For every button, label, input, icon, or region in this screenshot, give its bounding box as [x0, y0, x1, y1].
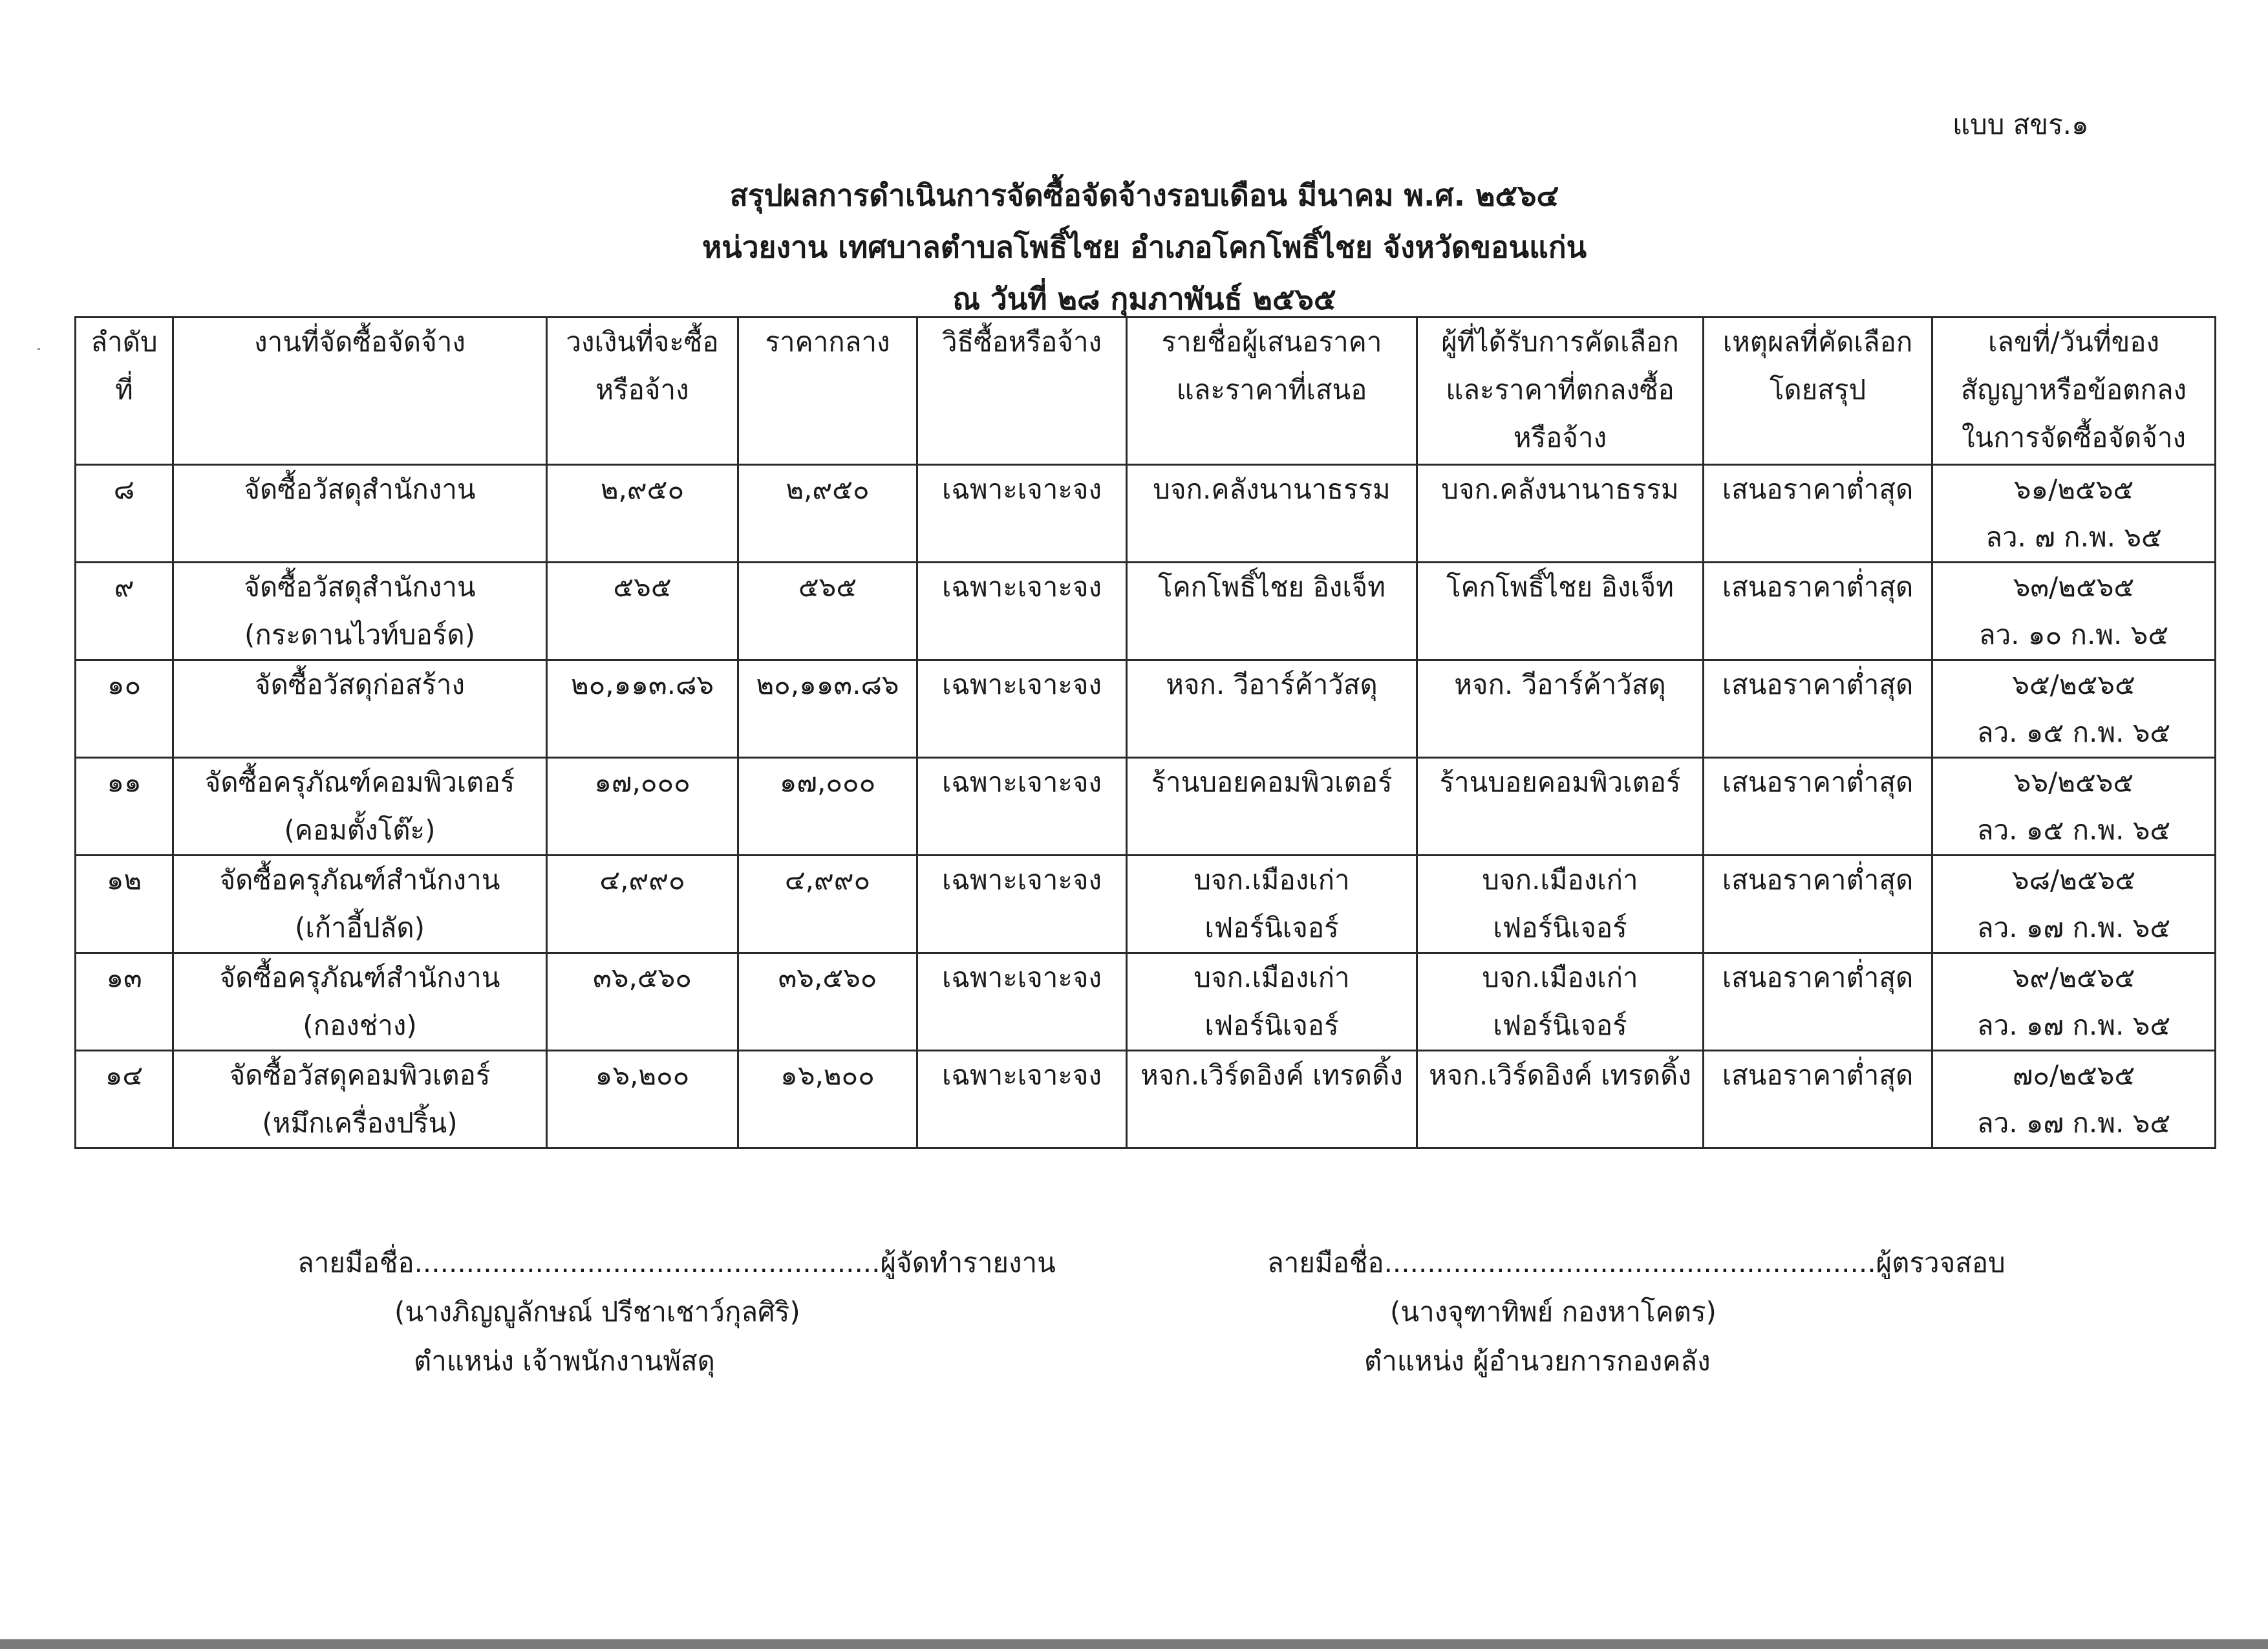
contract-number: ๖๖/๒๕๖๕: [2013, 766, 2134, 798]
procurement-method-text: เฉพาะเจาะจง: [941, 571, 1102, 603]
contract-date: ลว. ๑๗ ก.พ. ๖๕: [1976, 1107, 2171, 1139]
header-date: ณ วันที่ ๒๘ กุมภาพันธ์ ๒๕๖๕: [952, 281, 1336, 316]
median-price: [738, 1051, 917, 1148]
document-header: [0, 169, 2268, 325]
procurement-method: [917, 758, 1127, 856]
signer-name: (นางภิญญูลักษณ์ ปรีชาเชาว์กุลศิริ): [394, 1296, 800, 1328]
selected-vendor-text: หจก.เวิร์ดอิงค์ เทรดดิ้ง: [1429, 1059, 1691, 1091]
col-reason-header: [1704, 318, 1932, 465]
procurement-method-text: เฉพาะเจาะจง: [941, 669, 1102, 700]
signer-name: (นางจุฑาทิพย์ กองหาโคตร): [1390, 1296, 1717, 1328]
budget-amount: [547, 1051, 738, 1148]
selection-reason: [1704, 563, 1932, 660]
selection-reason-text: เสนอราคาต่ำสุด: [1722, 473, 1914, 505]
bidder-name: [1127, 1051, 1417, 1148]
table-row: [76, 953, 2216, 1051]
bidder-name: [1127, 856, 1417, 953]
col-work-header: [173, 318, 547, 465]
procurement-method-text: เฉพาะเจาะจง: [941, 1059, 1102, 1091]
budget-amount: [547, 563, 738, 660]
procurement-method: [917, 465, 1127, 563]
col-budget-header: [547, 318, 738, 465]
budget-amount-text: ๓๖,๕๖๐: [593, 962, 692, 993]
median-price: [738, 758, 917, 856]
selected-vendor-text: เฟอร์นิเจอร์: [1493, 1009, 1627, 1041]
median-price: [738, 465, 917, 563]
contract-reference: [1932, 758, 2216, 856]
selected-vendor-text: บจก.คลังนานาธรรม: [1441, 473, 1679, 505]
work-item-text: จัดซื้อครุภัณฑ์คอมพิวเตอร์: [204, 766, 515, 798]
selected-vendor: [1417, 465, 1704, 563]
scan-mark: [37, 348, 40, 350]
header-text: โดยสรุป: [1769, 374, 1867, 405]
median-price: [738, 563, 917, 660]
selected-vendor-text: เฟอร์นิเจอร์: [1493, 912, 1627, 943]
median-price: [738, 953, 917, 1051]
table-row: [76, 465, 2216, 563]
header-text: เลขที่/วันที่ของ: [1987, 326, 2160, 358]
budget-amount: [547, 660, 738, 758]
work-item: [173, 1051, 547, 1148]
selected-vendor-text: หจก. วีอาร์ค้าวัสดุ: [1454, 669, 1666, 700]
selection-reason-text: เสนอราคาต่ำสุด: [1722, 962, 1914, 993]
header-text: ผู้ที่ได้รับการคัดเลือก: [1441, 326, 1679, 358]
contract-reference: [1932, 1051, 2216, 1148]
budget-amount: [547, 953, 738, 1051]
budget-amount-text: ๕๖๕: [613, 571, 672, 603]
signature-block-reviewer: [1267, 1238, 2006, 1386]
bidder-name: [1127, 465, 1417, 563]
selection-reason: [1704, 1051, 1932, 1148]
contract-date: ลว. ๑๗ ก.พ. ๖๕: [1976, 1009, 2171, 1041]
header-text: หรือจ้าง: [595, 374, 689, 405]
contract-number: ๗๐/๒๕๖๕: [2012, 1059, 2135, 1091]
work-item: [173, 465, 547, 563]
row-number-text: ๑๔: [105, 1059, 144, 1091]
selected-vendor-text: ร้านบอยคอมพิวเตอร์: [1439, 766, 1681, 798]
median-price-text: ๑๖,๒๐๐: [780, 1059, 875, 1091]
bidder-name-text: บจก.คลังนานาธรรม: [1153, 473, 1391, 505]
header-text: หรือจ้าง: [1513, 422, 1607, 453]
procurement-method: [917, 953, 1127, 1051]
table-row: [76, 660, 2216, 758]
row-number-text: ๑๑: [107, 766, 142, 798]
row-number: [76, 758, 173, 856]
row-number: [76, 563, 173, 660]
signer-position: ตำแหน่ง ผู้อำนวยการกองคลัง: [1364, 1345, 1711, 1377]
median-price-text: ๒๐,๑๑๓.๘๖: [756, 669, 899, 700]
bidder-name-text: หจก.เวิร์ดอิงค์ เทรดดิ้ง: [1140, 1059, 1403, 1091]
header-title: สรุปผลการดำเนินการจัดซื้อจัดจ้างรอบเดือน มีนาคม พ.ศ. ๒๕๖๔: [729, 178, 1559, 213]
col-bidders-header: [1127, 318, 1417, 465]
procurement-table: [74, 316, 2216, 1149]
procurement-method-text: เฉพาะเจาะจง: [941, 864, 1102, 896]
contract-number: ๖๕/๒๕๖๕: [2012, 669, 2135, 700]
selected-vendor: [1417, 1051, 1704, 1148]
selected-vendor: [1417, 953, 1704, 1051]
work-item: [173, 563, 547, 660]
selection-reason-text: เสนอราคาต่ำสุด: [1722, 1059, 1914, 1091]
contract-number: ๖๓/๒๕๖๕: [2013, 571, 2135, 603]
selected-vendor: [1417, 563, 1704, 660]
work-item-text: จัดซื้อวัสดุสำนักงาน: [244, 571, 476, 603]
signature-line: ลายมือชื่อ......................................................ผู้จัดทำรายงาน: [297, 1247, 1056, 1278]
selected-vendor-text: บจก.เมืองเก่า: [1482, 962, 1638, 993]
header-text: และราคาที่เสนอ: [1176, 374, 1367, 405]
contract-number: ๖๘/๒๕๖๕: [2011, 864, 2136, 896]
procurement-method-text: เฉพาะเจาะจง: [941, 473, 1102, 505]
bidder-name-text: เฟอร์นิเจอร์: [1204, 912, 1339, 943]
header-text: เหตุผลที่คัดเลือก: [1722, 326, 1913, 358]
col-method-header: [917, 318, 1127, 465]
selected-vendor-text: บจก.เมืองเก่า: [1482, 864, 1638, 896]
work-item: [173, 856, 547, 953]
work-item-text: (กระดานไวท์บอร์ด): [244, 619, 475, 651]
selected-vendor: [1417, 758, 1704, 856]
selection-reason: [1704, 953, 1932, 1051]
header-text: รายชื่อผู้เสนอราคา: [1161, 326, 1382, 358]
contract-reference: [1932, 856, 2216, 953]
col-selected-header: [1417, 318, 1704, 465]
budget-amount: [547, 758, 738, 856]
signature-line: ลายมือชื่อ.........................................................ผู้ตรวจสอบ: [1267, 1247, 2006, 1278]
bidder-name: [1127, 563, 1417, 660]
selected-vendor: [1417, 660, 1704, 758]
header-text: ลำดับ: [91, 326, 158, 358]
bidder-name-text: บจก.เมืองเก่า: [1193, 962, 1350, 993]
row-number: [76, 953, 173, 1051]
work-item-text: จัดซื้อวัสดุคอมพิวเตอร์: [229, 1059, 491, 1091]
row-number: [76, 1051, 173, 1148]
selection-reason-text: เสนอราคาต่ำสุด: [1722, 766, 1914, 798]
contract-date: ลว. ๑๕ ก.พ. ๖๕: [1976, 814, 2171, 846]
selection-reason-text: เสนอราคาต่ำสุด: [1722, 669, 1914, 700]
bidder-name-text: โคกโพธิ์ไชย อิงเจ็ท: [1158, 571, 1385, 603]
work-item-text: (กองช่าง): [303, 1009, 417, 1041]
selection-reason: [1704, 660, 1932, 758]
median-price-text: ๔,๙๙๐: [784, 864, 871, 896]
row-number-text: ๑๐: [107, 669, 142, 700]
budget-amount: [547, 465, 738, 563]
contract-number: ๖๑/๒๕๖๕: [2013, 473, 2134, 505]
header-text: วงเงินที่จะซื้อ: [566, 326, 719, 358]
procurement-method: [917, 856, 1127, 953]
budget-amount: [547, 856, 738, 953]
bidder-name-text: บจก.เมืองเก่า: [1193, 864, 1350, 896]
bidder-name-text: เฟอร์นิเจอร์: [1204, 1009, 1339, 1041]
work-item-text: จัดซื้อครุภัณฑ์สำนักงาน: [219, 864, 500, 896]
scan-edge: [0, 1639, 2268, 1649]
work-item-text: (คอมตั้งโต๊ะ): [284, 814, 436, 846]
procurement-method: [917, 660, 1127, 758]
bidder-name-text: หจก. วีอาร์ค้าวัสดุ: [1166, 669, 1378, 700]
median-price: [738, 660, 917, 758]
selection-reason-text: เสนอราคาต่ำสุด: [1722, 864, 1914, 896]
contract-reference: [1932, 953, 2216, 1051]
contract-reference: [1932, 563, 2216, 660]
row-number: [76, 660, 173, 758]
bidder-name: [1127, 953, 1417, 1051]
budget-amount-text: ๑๗,๐๐๐: [594, 766, 690, 798]
work-item-text: (เก้าอี้ปลัด): [294, 912, 425, 943]
median-price-text: ๕๖๕: [798, 571, 857, 603]
signature-block-preparer: [297, 1238, 1056, 1386]
row-number-text: ๑๓: [106, 962, 142, 993]
col-median-header: [738, 318, 917, 465]
col-contract-header: [1932, 318, 2216, 465]
work-item-text: จัดซื้อวัสดุก่อสร้าง: [254, 669, 465, 700]
row-number-text: ๘: [113, 473, 135, 505]
selection-reason: [1704, 758, 1932, 856]
budget-amount-text: ๒,๙๕๐: [600, 473, 685, 505]
contract-date: ลว. ๗ ก.พ. ๖๕: [1985, 521, 2162, 553]
procurement-method: [917, 1051, 1127, 1148]
selected-vendor-text: โคกโพธิ์ไชย อิงเจ็ท: [1446, 571, 1674, 603]
header-agency: หน่วยงาน เทศบาลตำบลโพธิ์ไชย อำเภอโคกโพธิ์ไชย จังหวัดขอนแก่น: [701, 230, 1587, 264]
work-item: [173, 758, 547, 856]
bidder-name: [1127, 660, 1417, 758]
median-price: [738, 856, 917, 953]
procurement-method-text: เฉพาะเจาะจง: [941, 766, 1102, 798]
median-price-text: ๒,๙๕๐: [786, 473, 870, 505]
bidder-name-text: ร้านบอยคอมพิวเตอร์: [1151, 766, 1393, 798]
table-row: [76, 563, 2216, 660]
selected-vendor: [1417, 856, 1704, 953]
procurement-method: [917, 563, 1127, 660]
bidder-name: [1127, 758, 1417, 856]
work-item: [173, 953, 547, 1051]
selection-reason-text: เสนอราคาต่ำสุด: [1722, 571, 1914, 603]
row-number: [76, 465, 173, 563]
row-number-text: ๙: [114, 571, 134, 603]
table-row: [76, 856, 2216, 953]
header-text: และราคาที่ตกลงซื้อ: [1446, 374, 1674, 405]
median-price-text: ๑๗,๐๐๐: [779, 766, 876, 798]
work-item-text: จัดซื้อครุภัณฑ์สำนักงาน: [219, 962, 500, 993]
table-header-row: [76, 318, 2216, 465]
work-item-text: จัดซื้อวัสดุสำนักงาน: [244, 473, 476, 505]
selection-reason: [1704, 856, 1932, 953]
table-row: [76, 758, 2216, 856]
table-row: [76, 1051, 2216, 1148]
header-text: สัญญาหรือข้อตกลง: [1960, 374, 2187, 405]
procurement-method-text: เฉพาะเจาะจง: [941, 962, 1102, 993]
signer-position: ตำแหน่ง เจ้าพนักงานพัสดุ: [414, 1345, 715, 1377]
work-item: [173, 660, 547, 758]
table-body: [76, 465, 2216, 1148]
header-text: วิธีซื้อหรือจ้าง: [941, 326, 1102, 358]
selection-reason: [1704, 465, 1932, 563]
header-text: ในการจัดซื้อจัดจ้าง: [1962, 422, 2186, 453]
header-text: ราคากลาง: [765, 326, 890, 358]
contract-reference: [1932, 660, 2216, 758]
header-text: งานที่จัดซื้อจัดจ้าง: [254, 326, 465, 358]
budget-amount-text: ๑๖,๒๐๐: [595, 1059, 690, 1091]
work-item-text: (หมึกเครื่องปริ้น): [262, 1107, 458, 1139]
col-no-header: [76, 318, 173, 465]
contract-date: ลว. ๑๐ ก.พ. ๖๕: [1978, 619, 2169, 651]
row-number-text: ๑๒: [106, 864, 142, 896]
row-number: [76, 856, 173, 953]
form-code: แบบ สขร.๑: [1952, 109, 2089, 140]
header-text: ที่: [115, 374, 133, 405]
contract-reference: [1932, 465, 2216, 563]
contract-number: ๖๙/๒๕๖๕: [2012, 962, 2135, 993]
budget-amount-text: ๔,๙๙๐: [599, 864, 685, 896]
budget-amount-text: ๒๐,๑๑๓.๘๖: [570, 669, 714, 700]
contract-date: ลว. ๑๗ ก.พ. ๖๕: [1976, 912, 2171, 943]
median-price-text: ๓๖,๕๖๐: [778, 962, 877, 993]
contract-date: ลว. ๑๕ ก.พ. ๖๕: [1976, 717, 2171, 748]
